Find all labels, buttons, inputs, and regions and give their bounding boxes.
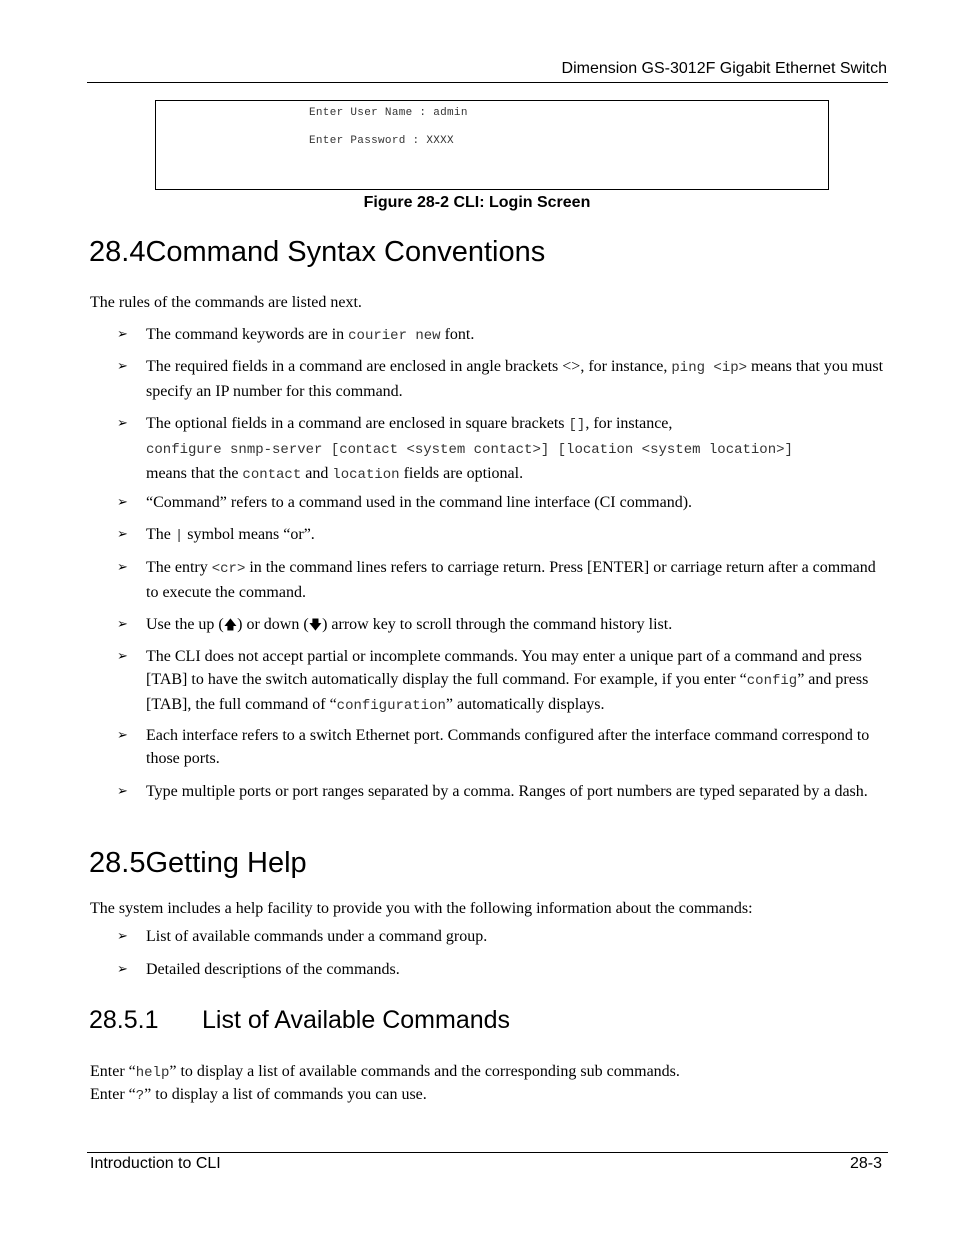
up-arrow-icon: 🡅 [223, 618, 238, 633]
subsection-heading-28-5-1 [89, 1006, 510, 1035]
code-span: contact [242, 467, 302, 483]
bullet-marker: ➢ [117, 327, 128, 342]
running-header: Dimension GS-3012F Gigabit Ethernet Switch [561, 60, 887, 77]
code-span: <cr> [211, 561, 246, 577]
bullet-marker: ➢ [117, 527, 128, 542]
bullet-marker: ➢ [117, 929, 128, 944]
bullet-marker: ➢ [117, 560, 128, 575]
code-span: courier new [348, 328, 441, 344]
subsection-number: 28.5.1 [89, 1006, 159, 1034]
bullet-marker: ➢ [117, 962, 128, 977]
bullet-marker: ➢ [117, 617, 128, 632]
figure-line-username: Enter User Name : admin [309, 107, 468, 119]
section-heading-28-4 [89, 236, 545, 269]
code-span: ping <ip> [671, 360, 748, 376]
code-span: help [135, 1065, 170, 1081]
bullet-marker: ➢ [117, 728, 128, 743]
section-intro: The rules of the commands are listed next. [90, 294, 362, 311]
bullet-marker: ➢ [117, 416, 128, 431]
code-span: config [746, 673, 798, 689]
section-heading-28-5 [89, 847, 307, 880]
code-span: | [174, 528, 184, 544]
question-instruction: Enter “?” to display a list of commands you can use. [90, 1086, 427, 1104]
footer-rule [87, 1152, 888, 1153]
figure-line-password: Enter Password : XXXX [309, 135, 454, 147]
bullet-marker: ➢ [117, 495, 128, 510]
section-number: 28.4 [89, 236, 146, 268]
help-instruction: Enter “help” to display a list of available commands and the corresponding sub commands. [90, 1063, 680, 1081]
code-span: [] [568, 417, 586, 433]
down-arrow-icon: 🡇 [308, 618, 323, 633]
bullet-marker: ➢ [117, 784, 128, 799]
section-intro: The system includes a help facility to provide you with the following information about the commands: [90, 900, 753, 917]
section-title: Command Syntax Conventions [145, 236, 546, 268]
footer-chapter: Introduction to CLI [90, 1155, 221, 1172]
figure-caption: Figure 28-2 CLI: Login Screen [363, 194, 591, 211]
header-rule [87, 82, 888, 83]
page-number: 28-3 [849, 1155, 882, 1172]
subsection-title: List of Available Commands [202, 1006, 511, 1034]
code-span: ? [135, 1088, 145, 1104]
code-span: location [332, 467, 400, 483]
code-example: configure snmp-server [contact <system contact>] [location <system location>] [146, 442, 793, 458]
section-title: Getting Help [145, 847, 307, 879]
bullet-marker: ➢ [117, 649, 128, 664]
cli-login-figure [155, 100, 829, 190]
section-number: 28.5 [89, 847, 146, 879]
bullet-marker: ➢ [117, 359, 128, 374]
code-span: configuration [336, 698, 446, 714]
